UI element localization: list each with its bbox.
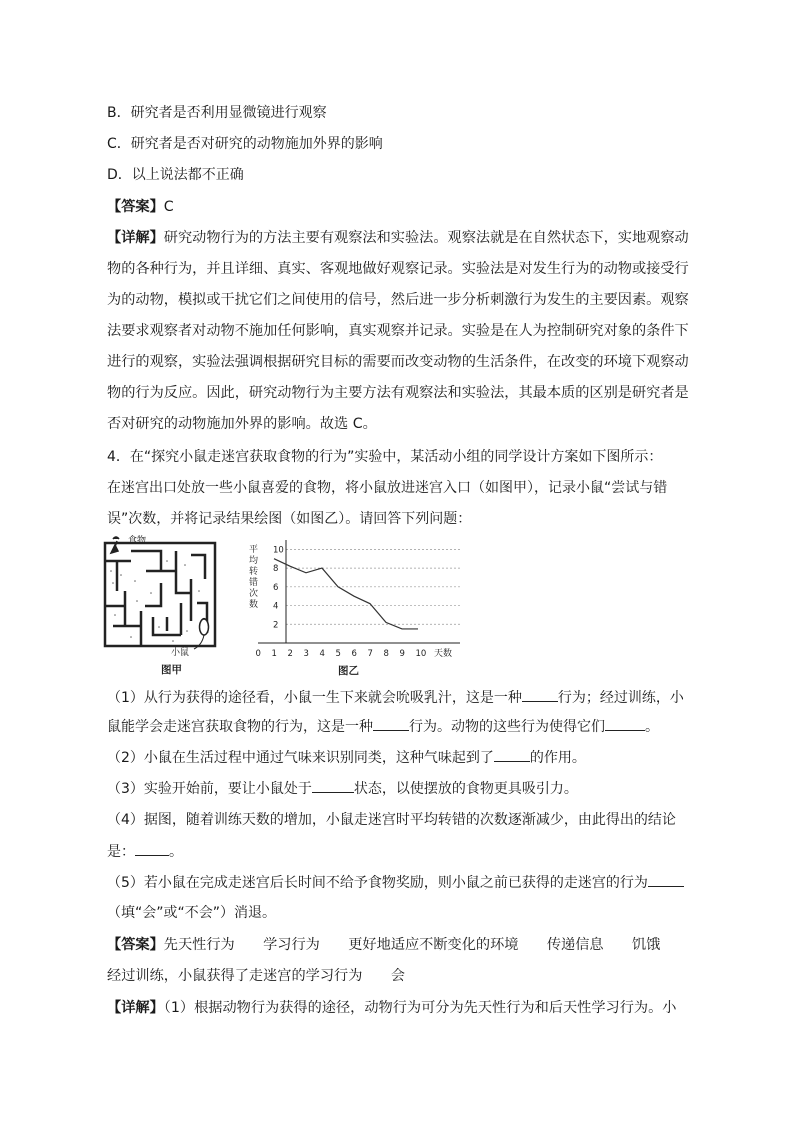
line-chart: [248, 538, 498, 681]
detail-3-line-7: 否对研究的动物施加外界的影响。故选 C。: [107, 416, 377, 432]
sub-question-1-line-1: （1）从行为获得的途径看，小鼠一生下来就会吮吸乳汁，这是一种 行为；经过训练，小: [107, 687, 684, 708]
x-tick-label: 4: [319, 649, 325, 659]
y-axis-label-char: 数: [249, 600, 259, 610]
sub-question-2: （2）小鼠在生活过程中通过气味来识别同类，这种气味起到了 的作用。: [107, 747, 586, 768]
answer-4-line-2: 经过训练，小鼠获得了走迷宫的学习行为 会: [107, 968, 405, 984]
mouse-icon: [194, 619, 209, 650]
y-axis-label-char: 均: [249, 556, 259, 566]
blank[interactable]: [605, 716, 645, 731]
option-b: B．研究者是否利用显微镜进行观察: [107, 105, 327, 121]
q4-stem-3: 误”次数，并将记录结果绘图（如图乙）。请回答下列问题：: [107, 511, 472, 527]
sub-question-5-line-2: （填“会”或“不会”）消退。: [107, 905, 277, 921]
answer-4-line-1: 【答案】先天性行为 学习行为 更好地适应不断变化的环境 传递信息 饥饿: [107, 937, 661, 953]
blank[interactable]: [135, 841, 169, 856]
y-tick-label: 2: [273, 620, 279, 631]
series-line: [274, 559, 418, 629]
sub-question-5-line-1: （5）若小鼠在完成走迷宫后长时间不给予食物奖励，则小鼠之前已获得的走迷宫的行为: [107, 872, 684, 893]
sub-question-1-line-2: 鼠能学会走迷宫获取食物的行为，这是一种 行为。动物的这些行为使得它们 。: [107, 716, 659, 737]
x-axis-label: 天数: [434, 649, 453, 659]
mouse-label: 小鼠: [171, 648, 190, 658]
blank[interactable]: [494, 747, 530, 762]
detail-tag: 【详解】: [107, 230, 164, 246]
x-tick-label: 8: [383, 649, 389, 659]
detail-3-line-2: 物的各种行为，并且详细、真实、客观地做好观察记录。实验法是对发生行为的动物或接受行: [107, 261, 689, 277]
q4-stem-2: 在迷宫出口处放一些小鼠喜爱的食物，将小鼠放进迷宫入口（如图甲），记录小鼠“尝试与错: [107, 480, 668, 496]
answer-tag: 【答案】: [107, 199, 164, 215]
y-axis-label-char: 平: [249, 545, 259, 555]
y-axis-label-char: 次: [249, 589, 259, 599]
answer-tag: 【答案】: [107, 937, 164, 953]
maze-figure: [101, 531, 231, 681]
sub-question-4-line-1: （4）据图，随着训练天数的增加，小鼠走迷宫时平均转错的次数逐渐减少，由此得出的结论: [107, 812, 676, 828]
y-axis-label: [249, 544, 258, 610]
figure-a-caption: 图甲: [161, 664, 182, 676]
x-tick-label: 0: [255, 649, 261, 659]
detail-3-line-5: 进行的观察，实验法强调根据研究目标的需要而改变动物的生活条件，在改变的环境下观察动: [107, 354, 689, 370]
x-tick-label: 3: [303, 649, 309, 659]
detail-3-line-3: 为的动物，模拟或干扰它们之间使用的信号，然后进一步分析刺激行为发生的主要因素。观察: [107, 292, 689, 308]
y-tick-label: 6: [273, 582, 279, 593]
blank[interactable]: [312, 778, 354, 793]
figure-b-caption: 图乙: [338, 665, 359, 677]
sub-question-4-line-2: 是： 。: [107, 841, 183, 862]
detail-4-line-1: 【详解】（1）根据动物行为获得的途径，动物行为可分为先天性行为和后天性学习行为。小: [107, 1000, 677, 1016]
y-tick-label: 8: [273, 564, 279, 575]
y-axis-label-char: 转: [249, 567, 259, 577]
food-label: 食物: [128, 536, 147, 546]
x-tick-label: 6: [351, 649, 357, 659]
answer-text: C: [163, 199, 174, 215]
detail-3-line-1: 【详解】研究动物行为的方法主要有观察法和实验法。观察法就是在自然状态下，实地观察动: [107, 230, 689, 246]
detail-3-line-4: 法要求观察者对动物不施加任何影响，真实观察并记录。实验是在人为控制研究对象的条件下: [107, 323, 689, 339]
option-d: D．以上说法都不正确: [107, 167, 244, 183]
blank[interactable]: [648, 872, 684, 887]
x-tick-label: 1: [271, 649, 277, 659]
food-icon: [111, 537, 119, 553]
answer-3: [107, 197, 174, 217]
sub-question-3: （3）实验开始前，要让小鼠处于 状态，以使摆放的食物更具吸引力。: [107, 778, 578, 799]
q4-stem-1: 4．在“探究小鼠走迷宫获取食物的行为”实验中，某活动小组的同学设计方案如下图所示：: [107, 449, 663, 465]
blank[interactable]: [522, 687, 558, 702]
x-tick-label: 10: [415, 649, 427, 659]
x-tick-label: 7: [367, 649, 373, 659]
y-tick-label: 10: [273, 545, 284, 556]
y-tick-label: 4: [273, 601, 279, 612]
x-tick-label: 9: [399, 649, 405, 659]
detail-tag: 【详解】: [107, 1000, 164, 1016]
y-axis-label-char: 错: [249, 578, 259, 588]
option-c: C．研究者是否对研究的动物施加外界的影响: [107, 136, 383, 152]
detail-3-line-6: 物的行为反应。因此，研究动物行为主要方法有观察法和实验法，其最本质的区别是研究者是: [107, 385, 689, 401]
x-tick-label: 2: [287, 649, 293, 659]
x-tick-label: 5: [335, 649, 341, 659]
blank[interactable]: [373, 716, 409, 731]
